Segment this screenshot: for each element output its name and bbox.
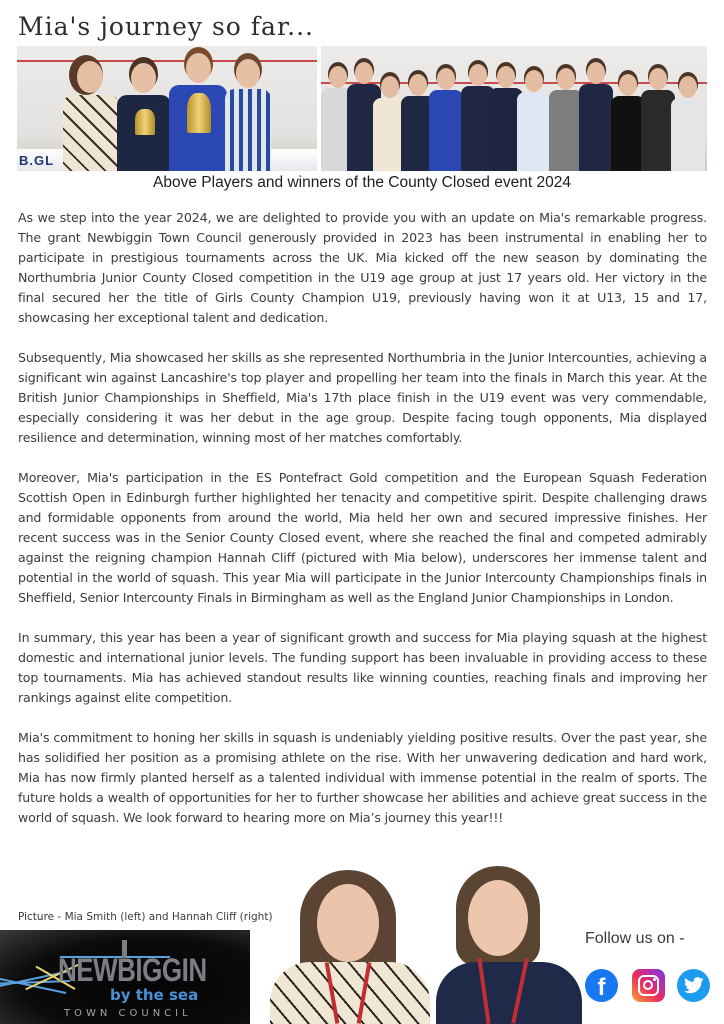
mia-smith-portrait [262, 862, 432, 1024]
player-figure [169, 53, 227, 171]
group-member-figure [549, 68, 583, 171]
twitter-icon[interactable] [677, 969, 710, 1002]
instagram-camera-glyph [638, 975, 659, 996]
article-body [18, 208, 707, 848]
picture-caption: Picture - Mia Smith (left) and Hannah Cliff (right) [18, 911, 273, 923]
article-paragraph: Moreover, Mia's participation in the ES Pontefract Gold competition and the European Squash Federation Scottish Open in Edinburgh further highlighted her tenacity and competitive spirit. Despite challenging draws and formidable opponents from around the world, Mia held her own and secured impressive finishes. Her recent success was in the Senior County Closed event, where she reached the final and competed admirably against the reigning champion Hannah Cliff (pictured with Mia below), underscores her immense talent and potential in the world of squash. This year Mia will participate in the Junior Intercounty Championships finals in Sheffield, Senior Intercounty Finals in Birmingham as well as the England Junior Championships in London. [18, 470, 707, 605]
player-figure [225, 59, 271, 171]
newbiggin-town-council-logo [0, 930, 250, 1024]
winners-photo [17, 46, 317, 171]
photo-caption: Above Players and winners of the County Closed event 2024 [153, 174, 571, 191]
article-paragraph: In summary, this year has been a year of significant growth and success for Mia playing squash at the highest domestic and international junior levels. The funding support has been invaluable in providing access to these top tournaments. Mia has achieved standout results like winning counties, reaching finals and improving her rankings against elite competition. [18, 630, 707, 705]
logo-name: NEWBIGGIN [58, 951, 207, 989]
group-member-figure [641, 68, 675, 171]
group-photo [321, 46, 707, 171]
player-figure [117, 63, 171, 171]
follow-us-label: Follow us on - [585, 930, 685, 947]
court-out-line [17, 60, 317, 62]
group-member-figure [517, 70, 551, 171]
facebook-icon[interactable]: f [585, 969, 618, 1002]
twitter-bird-glyph [684, 977, 704, 994]
sponsor-board-text: B.GL [19, 153, 55, 168]
page-title: Mia's journey so far... [18, 12, 314, 41]
hannah-cliff-portrait [436, 862, 582, 1024]
article-paragraph: As we step into the year 2024, we are delighted to provide you with an update on Mia's remarkable progress. The grant Newbiggin Town Council generously provided in 2023 has been instrumental in enabling her to participate in prestigious tournaments across the UK. Mia kicked off the new season by dominating the Northumbria Junior County Closed competition in the U19 age group at just 17 years old. Her victory in the final secured her the title of Girls County Champion U19, previously having won it at U13, 15 and 17, showcasing her exceptional talent and dedication. [18, 210, 707, 325]
group-member-figure [611, 74, 645, 171]
player-figure [63, 61, 119, 171]
instagram-icon[interactable] [632, 969, 665, 1002]
article-paragraph: Subsequently, Mia showcased her skills as she represented Northumbria in the Junior Intercounties, achieving a significant win against Lancashire's top player and propelling her team into the finals in March this year. At the British Junior Championships in Sheffield, Mia's 17th place finish in the U19 event was very commendable, especially considering it was her debut in the age group. Despite facing tough opponents, Mia displayed resilience and determination, winning most of her matches comfortably. [18, 350, 707, 445]
logo-subtitle: by the sea [110, 986, 199, 1004]
group-member-figure [429, 68, 463, 171]
group-member-figure [671, 76, 705, 171]
logo-tagline: TOWN COUNCIL [64, 1008, 192, 1019]
group-member-figure [579, 62, 613, 171]
article-paragraph: Mia's commitment to honing her skills in squash is undeniably yielding positive results. Over the past year, she has solidified her position as a promising athlete on the rise. With her unwavering dedication and hard work, Mia has now firmly planted herself as a talented individual with immense potential in the realm of sports. The future holds a wealth of opportunities for her to further showcase her abilities and achieve great success in the world of squash. We look forward to hearing more on Mia’s journey this year!!! [18, 730, 707, 825]
